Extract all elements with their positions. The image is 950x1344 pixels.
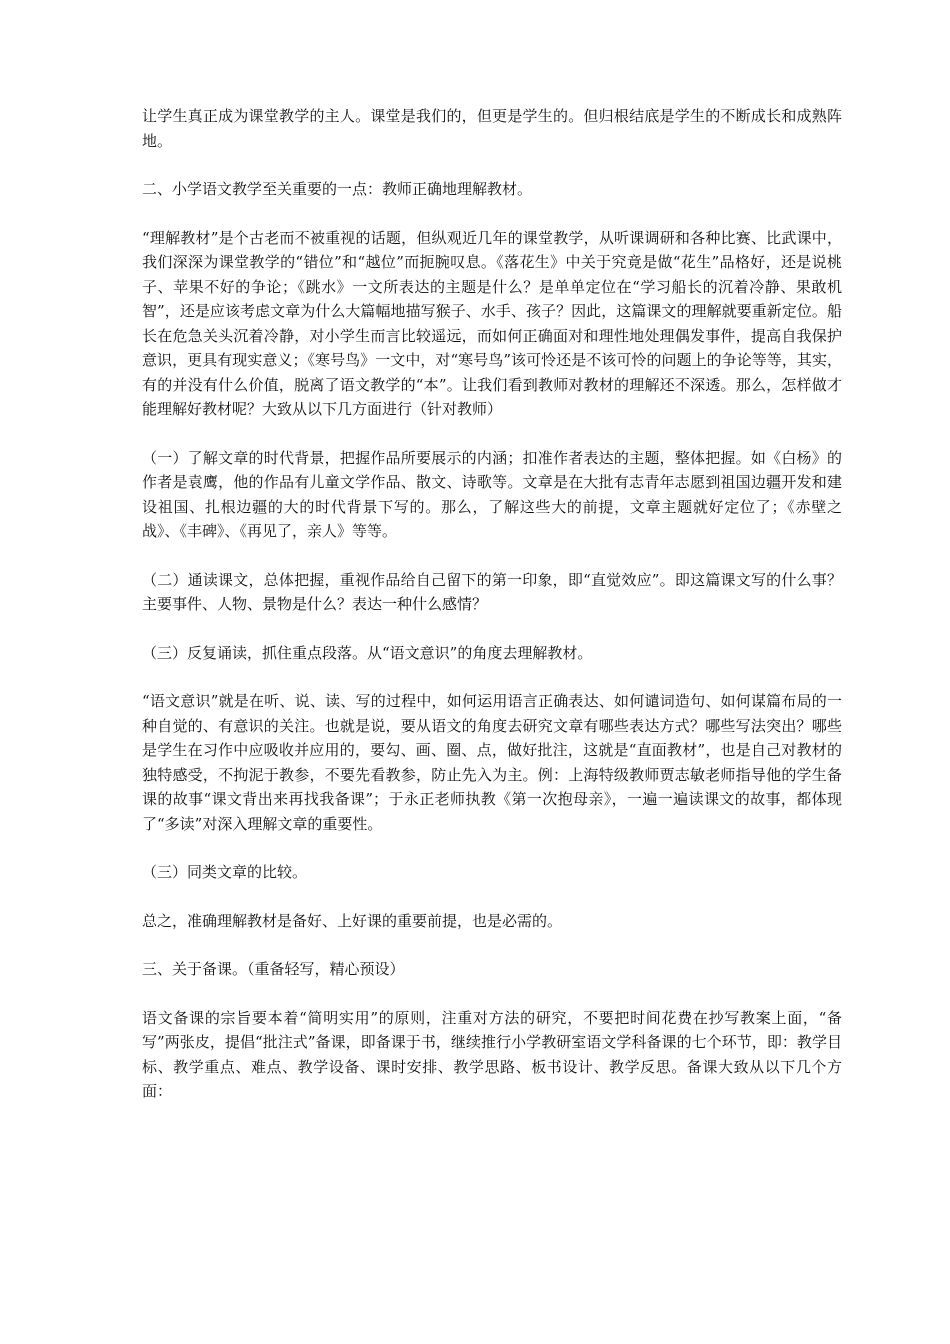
- paragraph-understanding-textbook: “理解教材”是个古老而不被重视的话题，但纵观近几年的课堂教学，从听课调研和各种比赛、比武课中，我们深深为课堂教学的“错位”和“越位”而扼腕叹息。《落花生》中关于究竟是做“花生”品格好，还是说桃子、苹果不好的争论；《跳水》一文所表达的主题是什么？是单单定位在“学习船长的沉着冷静、果敢机智”，还是应该考虑文章为什么大篇幅地描写猴子、水手、孩子？因此，这篇课文的理解就要重新定位。船长在危急关头沉着冷静，对小学生而言比较遥远，而如何正确面对和理性地处理偶发事件，提高自我保护意识，更具有现实意义；《寒号鸟》一文中，对“寒号鸟”该可怜还是不该可怜的问题上的争论等等，其实，有的并没有什么价值，脱离了语文教学的“本”。让我们看到教师对教材的理解还不深透。那么，怎样做才能理解好教材呢？大致从以下几方面进行（针对教师）: [142, 228, 842, 418]
- section-heading-3: 三、关于备课。（重备轻写，精心预设）: [142, 960, 405, 978]
- paragraph-intro: 让学生真正成为课堂教学的主人。课堂是我们的，但更是学生的。但归根结底是学生的不断成长和成熟阵地。: [142, 107, 842, 150]
- subheading-comparison: （三）同类文章的比较。: [142, 863, 308, 881]
- paragraph-point-1: （一）了解文章的时代背景，把握作品所要展示的内涵；扣准作者表达的主题，整体把握。如《白杨》的作者是袁鹰，他的作品有儿童文学作品、散文、诗歌等。文章是在大批有志青年志愿到祖国边疆开发和建设祖国、扎根边疆的大的时代背景下写的。那么，了解这些大的前提，文章主题就好定位了；《赤壁之战》、《丰碑》、《再见了，亲人》等等。: [142, 448, 842, 540]
- paragraph-point-2: （二）通读课文，总体把握，重视作品给自己留下的第一印象，即“直觉效应”。即这篇课文写的什么事？主要事件、人物、景物是什么？表达一种什么感情？: [142, 570, 842, 613]
- section-heading-2: 二、小学语文教学至关重要的一点：教师正确地理解教材。: [142, 180, 533, 198]
- paragraph-summary: 总之，准确理解教材是备好、上好课的重要前提，也是必需的。: [142, 911, 563, 930]
- subheading-point-3: （三）反复诵读，抓住重点段落。从“语文意识”的角度去理解教材。: [142, 643, 593, 662]
- paragraph-language-awareness: “语文意识”就是在听、说、读、写的过程中，如何运用语言正确表达、如何谴词造句、如何谋篇布局的一种自觉的、有意识的关注。也就是说，要从语文的角度去研究文章有哪些表达方式？哪些写法突出？哪些是学生在习作中应吸收并应用的，要勾、画、圈、点，做好批注，这就是“直面教材”，也是自己对教材的独特感受，不拘泥于教参，不要先看教参，防止先入为主。例：上海特级教师贾志敏老师指导他的学生备课的故事“课文背出来再找我备课”；于永正老师执教《第一次抱母亲》，一遍一遍读课文的故事，都体现了“多读”对深入理解文章的重要性。: [142, 692, 842, 833]
- paragraph-lesson-prep: 语文备课的宗旨要本着“简明实用”的原则，注重对方法的研究，不要把时间花费在抄写教案上面，“备写”两张皮，提倡“批注式”备课，即备课于书，继续推行小学教研室语文学科备课的七个环节，即：教学目标、教学重点、难点、教学设备、课时安排、教学思路、板书设计、教学反思。备课大致从以下几个方面：: [142, 1008, 842, 1100]
- document-page: [142, 104, 842, 1128]
